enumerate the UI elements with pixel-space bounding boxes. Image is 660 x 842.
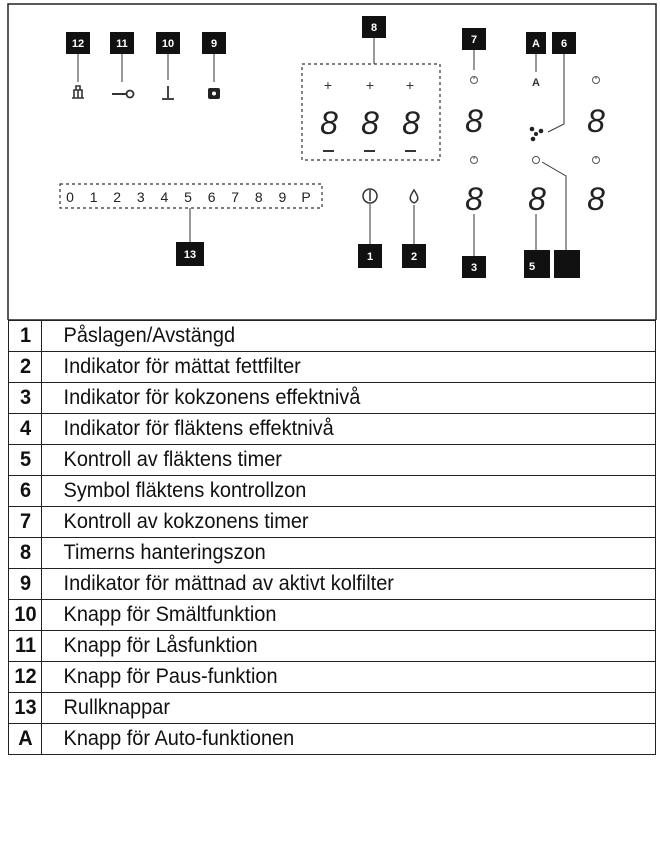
legend-text: Knapp för Paus-funktion <box>57 662 640 693</box>
legend-number: 13 <box>9 693 40 724</box>
timer-plus-3[interactable]: + <box>405 77 415 93</box>
legend-number: 11 <box>9 631 40 662</box>
legend-text: Indikator för mättnad av aktivt kolfilter <box>57 569 640 600</box>
badge-1 <box>358 244 382 268</box>
svg-text:2: 2 <box>410 251 418 263</box>
slider-digit-4[interactable]: 4 <box>160 189 169 205</box>
legend-number: 2 <box>9 352 40 383</box>
legend-text: Knapp för Låsfunktion <box>57 631 640 662</box>
legend-number: 4 <box>9 414 40 445</box>
slider-digit-8[interactable]: 8 <box>254 189 263 205</box>
legend-number: 10 <box>9 600 40 631</box>
badge-11 <box>110 32 134 54</box>
badge-4-obscured <box>554 250 580 278</box>
legend-text: Knapp för Auto-funktionen <box>57 724 640 755</box>
slider-digit-6[interactable]: 6 <box>207 189 216 205</box>
legend-row <box>9 569 656 600</box>
legend-text: Kontroll av kokzonens timer <box>57 507 640 538</box>
svg-text:9: 9 <box>210 38 218 50</box>
legend-text: Symbol fläktens kontrollzon <box>57 476 640 507</box>
right-top-digit: 8 <box>587 103 605 139</box>
legend-text: Kontroll av fläktens timer <box>57 445 640 476</box>
badge-12 <box>66 32 90 54</box>
legend-number: 5 <box>9 445 40 476</box>
svg-text:12: 12 <box>71 38 85 50</box>
legend-text: Indikator för mättat fettfilter <box>57 352 640 383</box>
badge-3 <box>462 256 486 278</box>
timer-digit-1: 8 <box>320 105 338 141</box>
legend-row <box>9 414 656 445</box>
slider-digit-P[interactable]: P <box>301 189 311 205</box>
badge-6 <box>552 32 576 54</box>
cook-level-digit: 8 <box>465 181 483 217</box>
legend-row <box>9 693 656 724</box>
fan-level-digit: 8 <box>528 181 546 217</box>
legend-number: 12 <box>9 662 40 693</box>
legend-number: 3 <box>9 383 40 414</box>
timer-plus-1[interactable]: + <box>323 77 333 93</box>
svg-text:A: A <box>532 38 540 50</box>
svg-text:7: 7 <box>470 34 478 46</box>
badge-5 <box>524 250 550 278</box>
auto-button[interactable]: A <box>532 77 540 89</box>
svg-text:3: 3 <box>470 262 478 274</box>
badge-9 <box>202 32 226 54</box>
svg-text:11: 11 <box>116 38 128 50</box>
legend-number: 1 <box>9 321 40 352</box>
svg-text:13: 13 <box>183 249 197 261</box>
legend-number: 6 <box>9 476 40 507</box>
right-bottom-digit: 8 <box>587 181 605 217</box>
svg-text:10: 10 <box>161 38 175 50</box>
legend-row <box>9 631 656 662</box>
legend-row <box>9 445 656 476</box>
legend-row <box>9 724 656 755</box>
legend-text: Knapp för Smältfunktion <box>57 600 640 631</box>
legend-text: Påslagen/Avstängd <box>57 321 640 352</box>
slider-digit-7[interactable]: 7 <box>231 189 240 205</box>
badge-10 <box>156 32 180 54</box>
legend-row <box>9 507 656 538</box>
slider-digit-1[interactable]: 1 <box>89 189 98 205</box>
slider-digit-3[interactable]: 3 <box>136 189 145 205</box>
legend-row <box>9 476 656 507</box>
timer-plus-2[interactable]: + <box>365 77 375 93</box>
legend-row <box>9 383 656 414</box>
legend-row <box>9 352 656 383</box>
carbon-filter-icon <box>208 88 220 99</box>
timer-digit-3: 8 <box>402 105 420 141</box>
legend-number: 9 <box>9 569 40 600</box>
legend-text: Rullknappar <box>57 693 640 724</box>
slider-digit-2[interactable]: 2 <box>113 189 122 205</box>
legend-number: 7 <box>9 507 40 538</box>
legend-text: Indikator för kokzonens effektnivå <box>57 383 640 414</box>
badge-A <box>526 32 546 54</box>
badge-8 <box>362 16 386 38</box>
svg-text:6: 6 <box>560 38 568 50</box>
control-panel-diagram <box>0 0 660 320</box>
legend-text: Timerns hanteringszon <box>57 538 640 569</box>
svg-text:8: 8 <box>370 22 378 34</box>
slider-digit-9[interactable]: 9 <box>278 189 287 205</box>
legend-table <box>8 320 656 755</box>
legend-row <box>9 321 656 352</box>
timer-digit-2: 8 <box>361 105 379 141</box>
slider-digit-5[interactable]: 5 <box>184 189 192 205</box>
legend-row <box>9 538 656 569</box>
legend-number: 8 <box>9 538 40 569</box>
legend-text: Indikator för fläktens effektnivå <box>57 414 640 445</box>
svg-text:5: 5 <box>528 261 536 273</box>
badge-7 <box>462 28 486 50</box>
legend-row <box>9 600 656 631</box>
slider-digit-0[interactable]: 0 <box>66 189 74 205</box>
legend-number: A <box>9 724 40 755</box>
badge-13 <box>176 242 204 266</box>
svg-text:1: 1 <box>366 251 374 263</box>
legend-row <box>9 662 656 693</box>
cook-timer-digit: 8 <box>465 103 483 139</box>
badge-2 <box>402 244 426 268</box>
